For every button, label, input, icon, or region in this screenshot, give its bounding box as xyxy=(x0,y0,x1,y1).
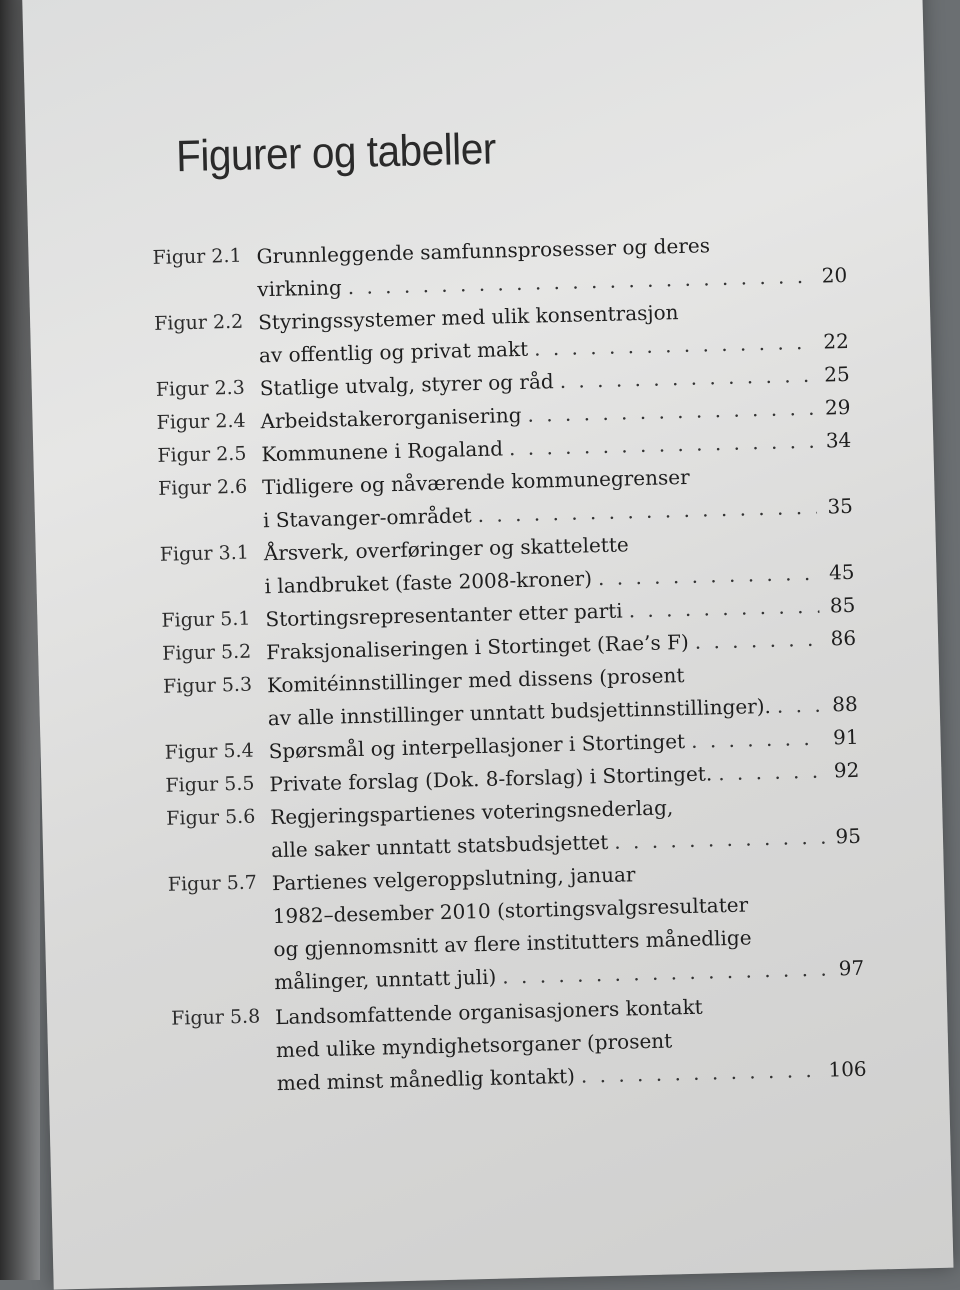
leader-dots xyxy=(614,825,825,854)
figure-title-line: Regjeringspartienes voteringsnederlag, xyxy=(269,795,674,830)
page-number: 106 xyxy=(828,1056,867,1082)
page-number: 25 xyxy=(823,361,850,387)
leader-dots xyxy=(777,693,822,718)
figure-title-line: 1982–desember 2010 (stortingsvalgsresultater xyxy=(272,892,749,929)
figure-label: Figur 2.6 xyxy=(157,475,248,500)
figure-title-text: Stortingsrepresentanter etter parti xyxy=(265,598,623,632)
figure-title-line: Landsomfattende organisasjoners kontakt xyxy=(274,994,703,1030)
figure-title-line: med ulike myndighetsorganer (prosent xyxy=(275,1028,673,1063)
figure-title-line: Partienes velgeroppslutning, januar xyxy=(271,862,636,896)
leader-dots xyxy=(628,594,819,623)
figure-label: Figur 2.4 xyxy=(156,409,246,434)
page-number: 35 xyxy=(827,493,854,519)
figure-label: Figur 5.2 xyxy=(161,640,252,665)
leader-dots xyxy=(718,759,824,786)
page-number: 97 xyxy=(838,955,865,981)
figure-entry xyxy=(32,360,932,401)
page-number: 20 xyxy=(821,262,848,288)
page-number: 92 xyxy=(833,757,860,783)
page-number: 91 xyxy=(832,724,859,750)
figure-title-text: i landbruket (faste 2008-kroner) xyxy=(264,566,593,599)
figure-label: Figur 5.8 xyxy=(170,1005,261,1030)
figure-label: Figur 2.5 xyxy=(157,442,247,467)
figure-label: Figur 2.2 xyxy=(153,310,244,335)
figure-title-line: Grunnleggende samfunnsprosesser og deres xyxy=(256,233,711,269)
figure-label: Figur 2.1 xyxy=(152,244,242,269)
figure-title-line: Årsverk, overføringer og skattelette xyxy=(263,532,629,566)
figure-title-text: Arbeidstakerorganisering xyxy=(260,402,522,434)
figure-entry xyxy=(37,591,937,632)
figure-label: Figur 5.1 xyxy=(161,607,251,632)
figure-title-text: virkning xyxy=(257,275,342,302)
figure-title-text: målinger, unntatt juli) xyxy=(274,964,497,995)
figure-label: Figur 2.3 xyxy=(155,376,246,401)
figure-title-line: Styringssystemer med ulik konsentrasjon xyxy=(257,300,679,335)
figure-title-line: Komitéinnstillinger med dissens (prosent xyxy=(266,663,685,698)
page-number: 34 xyxy=(825,427,852,453)
page-number: 85 xyxy=(829,592,856,618)
book-page xyxy=(22,0,953,1290)
figure-title-text: Statlige utvalg, styrer og råd xyxy=(259,369,554,401)
figure-title-line: Tidligere og nåværende kommunegrenser xyxy=(261,464,690,500)
figure-title-text: i Stavanger-området xyxy=(262,503,472,533)
figure-title-text: Fraksjonaliseringen i Stortinget (Rae’s F) xyxy=(265,629,689,665)
figure-label: Figur 5.6 xyxy=(166,805,256,830)
figure-title-line: og gjennomsnitt av flere institutters månedlige xyxy=(273,925,752,962)
figure-title-text: med minst månedlig kontakt) xyxy=(276,1063,576,1096)
figure-label: Figur 3.1 xyxy=(159,541,250,566)
figure-label: Figur 5.4 xyxy=(164,739,254,764)
leader-dots xyxy=(581,1058,823,1088)
leader-dots xyxy=(691,726,823,753)
page-number: 45 xyxy=(828,559,855,585)
figure-title-last-line xyxy=(276,1057,866,1095)
page-title: Figurer og tabeller xyxy=(175,124,497,182)
page-number: 88 xyxy=(831,691,858,717)
page-number: 29 xyxy=(824,394,851,420)
figure-label: Figur 5.7 xyxy=(167,871,258,896)
figure-label: Figur 5.5 xyxy=(165,772,255,797)
figure-title-text: alle saker unntatt statsbudsjettet xyxy=(270,829,609,863)
figure-title-text: Spørsmål og interpellasjoner i Stortinget xyxy=(268,729,686,764)
figure-label: Figur 5.3 xyxy=(162,673,253,698)
figure-title-text: av offentlig og privat makt xyxy=(258,336,529,368)
page-number: 86 xyxy=(830,625,857,651)
figure-title-text: Kommunene i Rogaland xyxy=(261,436,504,467)
figure-title-text: Private forslag (Dok. 8-forslag) i Stortinget. xyxy=(269,761,713,797)
page-number: 22 xyxy=(823,328,850,354)
page-number: 95 xyxy=(835,823,862,849)
figure-entry xyxy=(40,723,940,764)
leader-dots xyxy=(694,627,820,654)
figure-title-text: av alle innstillinger unntatt budsjettinnstillinger). xyxy=(267,693,772,731)
